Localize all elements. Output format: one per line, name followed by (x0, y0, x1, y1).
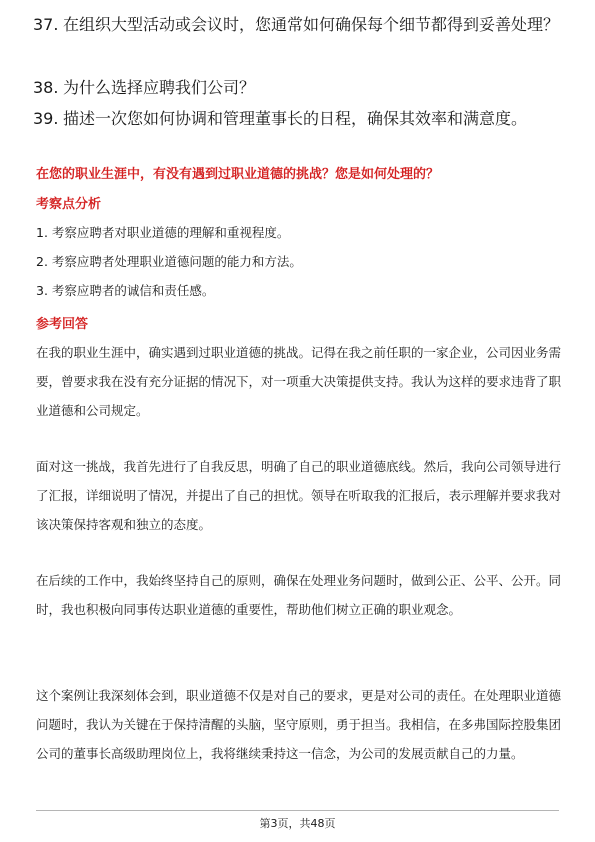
analysis-heading: 考察点分析 (36, 197, 102, 212)
question-item-38 (33, 77, 563, 99)
question-item-37 (33, 14, 563, 36)
question-number: 38. (33, 78, 59, 97)
answer-paragraph: 面对这一挑战，我首先进行了自我反思，明确了自己的职业道德底线。然后，我向公司领导进行了汇报，详细说明了情况，并提出了自己的担忧。领导在听取我的汇报后，表示理解并要求我对该决策保持客观和独立的态度。 (36, 459, 562, 532)
footer-divider (36, 810, 559, 811)
analysis-item: 2. 考察应聘者处理职业道德问题的能力和方法。 (36, 254, 302, 269)
question-number: 37. (33, 15, 59, 34)
question-text: 在组织大型活动或会议时，您通常如何确保每个细节都得到妥善处理？ (63, 15, 560, 34)
analysis-item: 1. 考察应聘者对职业道德的理解和重视程度。 (36, 225, 290, 240)
question-text: 为什么选择应聘我们公司？ (63, 78, 256, 97)
answer-paragraph: 在后续的工作中，我始终坚持自己的原则，确保在处理业务问题时，做到公正、公平、公开。同时，我也积极向同事传达职业道德的重要性，帮助他们树立正确的职业观念。 (36, 573, 562, 617)
question-item-39 (33, 108, 563, 130)
analysis-item: 3. 考察应聘者的诚信和责任感。 (36, 283, 215, 298)
page-number: 第3页，共48页 (259, 817, 336, 830)
answer-paragraph: 这个案例让我深刻体会到，职业道德不仅是对自己的要求，更是对公司的责任。在处理职业道德问题时，我认为关键在于保持清醒的头脑，坚守原则，勇于担当。我相信，在多弗国际控股集团公司的董事长高级助理岗位上，我将继续秉持这一信念，为公司的发展贡献自己的力量。 (36, 688, 562, 761)
question-number: 39. (33, 109, 59, 128)
answer-paragraph: 在我的职业生涯中，确实遇到过职业道德的挑战。记得在我之前任职的一家企业，公司因业务需要，曾要求我在没有充分证据的情况下，对一项重大决策提供支持。我认为这样的要求违背了职业道德和公司规定。 (36, 345, 562, 418)
answer-heading: 参考回答 (36, 317, 89, 332)
question-text: 描述一次您如何协调和管理董事长的日程，确保其效率和满意度。 (63, 109, 528, 128)
highlighted-question: 在您的职业生涯中，有没有遇到过职业道德的挑战？您是如何处理的？ (36, 167, 440, 182)
